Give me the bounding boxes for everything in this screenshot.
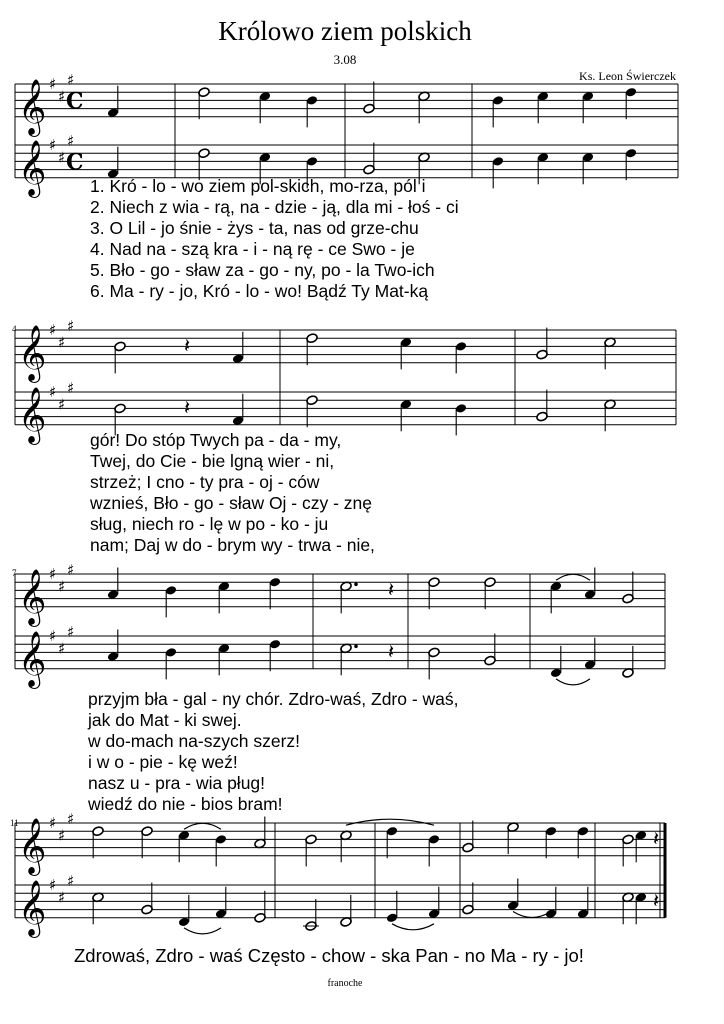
quarter-rest: 𝄽	[388, 577, 395, 602]
lyric-line: wiedź do nie - bios bram!	[88, 794, 283, 814]
sharp-sign: ♯	[67, 809, 75, 828]
sharp-sign: ♯	[49, 627, 57, 645]
measure-number: 11	[10, 818, 19, 828]
sharp-sign: ♯	[49, 136, 57, 154]
sharp-sign: ♯	[58, 333, 66, 352]
sharp-sign: ♯	[67, 871, 75, 890]
treble-clef: 𝄞	[18, 139, 47, 196]
lyric-line: i w o - pie - kę weź!	[88, 752, 238, 772]
lyric-line: nasz u - pra - wia pług!	[88, 773, 266, 793]
footer: franoche	[327, 978, 363, 989]
lyric-line: 2. Niech z wia - rą, na - dzie - ją, dla mi - łoś - ci	[90, 197, 459, 217]
treble-clef: 𝄞	[18, 78, 47, 135]
lyric-line: sług, niech ro - lę w po - ko - ju	[90, 514, 329, 534]
dot	[354, 583, 358, 587]
lyric-line: Twej, do Cie - bie lgną wier - ni,	[90, 451, 335, 471]
song-title: Królowo ziem polskich	[218, 16, 472, 46]
lyric-line: jak do Mat - ki swej.	[88, 710, 242, 730]
sharp-sign: ♯	[67, 131, 75, 150]
sharp-sign: ♯	[49, 565, 57, 583]
treble-clef: 𝄞	[18, 630, 47, 687]
time-signature: C	[66, 88, 84, 115]
sharp-sign: ♯	[58, 87, 66, 106]
lyric-line: wznieś, Bło - go - sław Oj - czy - znę	[90, 493, 373, 513]
sharp-sign: ♯	[67, 70, 75, 89]
slur	[556, 574, 590, 580]
sharp-sign: ♯	[49, 814, 57, 832]
song-number: 3.08	[333, 52, 357, 67]
lyric-line: 5. Bło - go - sław za - go - ny, po - la Two-ich	[90, 260, 435, 280]
treble-clef: 𝄞	[18, 386, 47, 443]
slur	[556, 679, 590, 685]
lyric-line: nam; Daj w do - brym wy - trwa - nie,	[90, 535, 375, 555]
sharp-sign: ♯	[49, 876, 57, 894]
sharp-sign: ♯	[67, 622, 75, 641]
sharp-sign: ♯	[67, 316, 75, 335]
measure-number: 7	[12, 568, 17, 578]
composer: Ks. Leon Świerczek	[579, 69, 676, 83]
treble-clef: 𝄞	[18, 817, 47, 874]
slur	[513, 912, 551, 918]
treble-clef: 𝄞	[18, 324, 47, 381]
lyric-line: przyjm bła - gal - ny chór. Zdro-waś, Zdro - waś,	[88, 689, 459, 709]
lyric-line: gór! Do stóp Twych pa - da - my,	[90, 430, 342, 450]
lyric-line: 4. Nad na - szą kra - i - ną rę - ce Swo - je	[90, 239, 415, 259]
sharp-sign: ♯	[58, 148, 66, 167]
treble-clef: 𝄞	[18, 879, 47, 936]
sharp-sign: ♯	[49, 75, 57, 93]
sharp-sign: ♯	[49, 321, 57, 339]
quarter-rest: 𝄽	[653, 826, 660, 851]
sharp-sign: ♯	[58, 577, 66, 596]
slur	[346, 819, 434, 825]
quarter-rest: 𝄽	[388, 639, 395, 664]
treble-clef: 𝄞	[18, 568, 47, 625]
dot	[354, 645, 358, 649]
time-signature: C	[66, 149, 84, 176]
quarter-rest: 𝄽	[653, 888, 660, 913]
lyric-line: 1. Kró - lo - wo ziem pol-skich, mo-rza, pól i	[90, 176, 426, 196]
lyric-line: 3. O Lil - jo śnie - żys - ta, nas od grze-chu	[90, 218, 419, 238]
lyric-line: w do-mach na-szych szerz!	[88, 731, 301, 751]
slur	[184, 928, 221, 934]
sharp-sign: ♯	[67, 560, 75, 579]
slur	[392, 924, 434, 930]
sharp-sign: ♯	[49, 383, 57, 401]
lyric-line: Zdrowaś, Zdro - waś Często - chow - ska Pan - no Ma - ry - jo!	[74, 945, 584, 966]
sharp-sign: ♯	[58, 395, 66, 414]
lyric-line: 6. Ma - ry - jo, Kró - lo - wo! Bądź Ty Mat-ką	[90, 281, 429, 301]
sharp-sign: ♯	[58, 888, 66, 907]
sharp-sign: ♯	[58, 826, 66, 845]
measure-number: 4	[12, 324, 17, 334]
sharp-sign: ♯	[58, 639, 66, 658]
slur	[184, 823, 221, 829]
sharp-sign: ♯	[67, 378, 75, 397]
lyric-line: strzeż; I cno - ty pra - oj - ców	[90, 472, 320, 492]
quarter-rest: 𝄽	[184, 395, 191, 420]
quarter-rest: 𝄽	[184, 333, 191, 358]
